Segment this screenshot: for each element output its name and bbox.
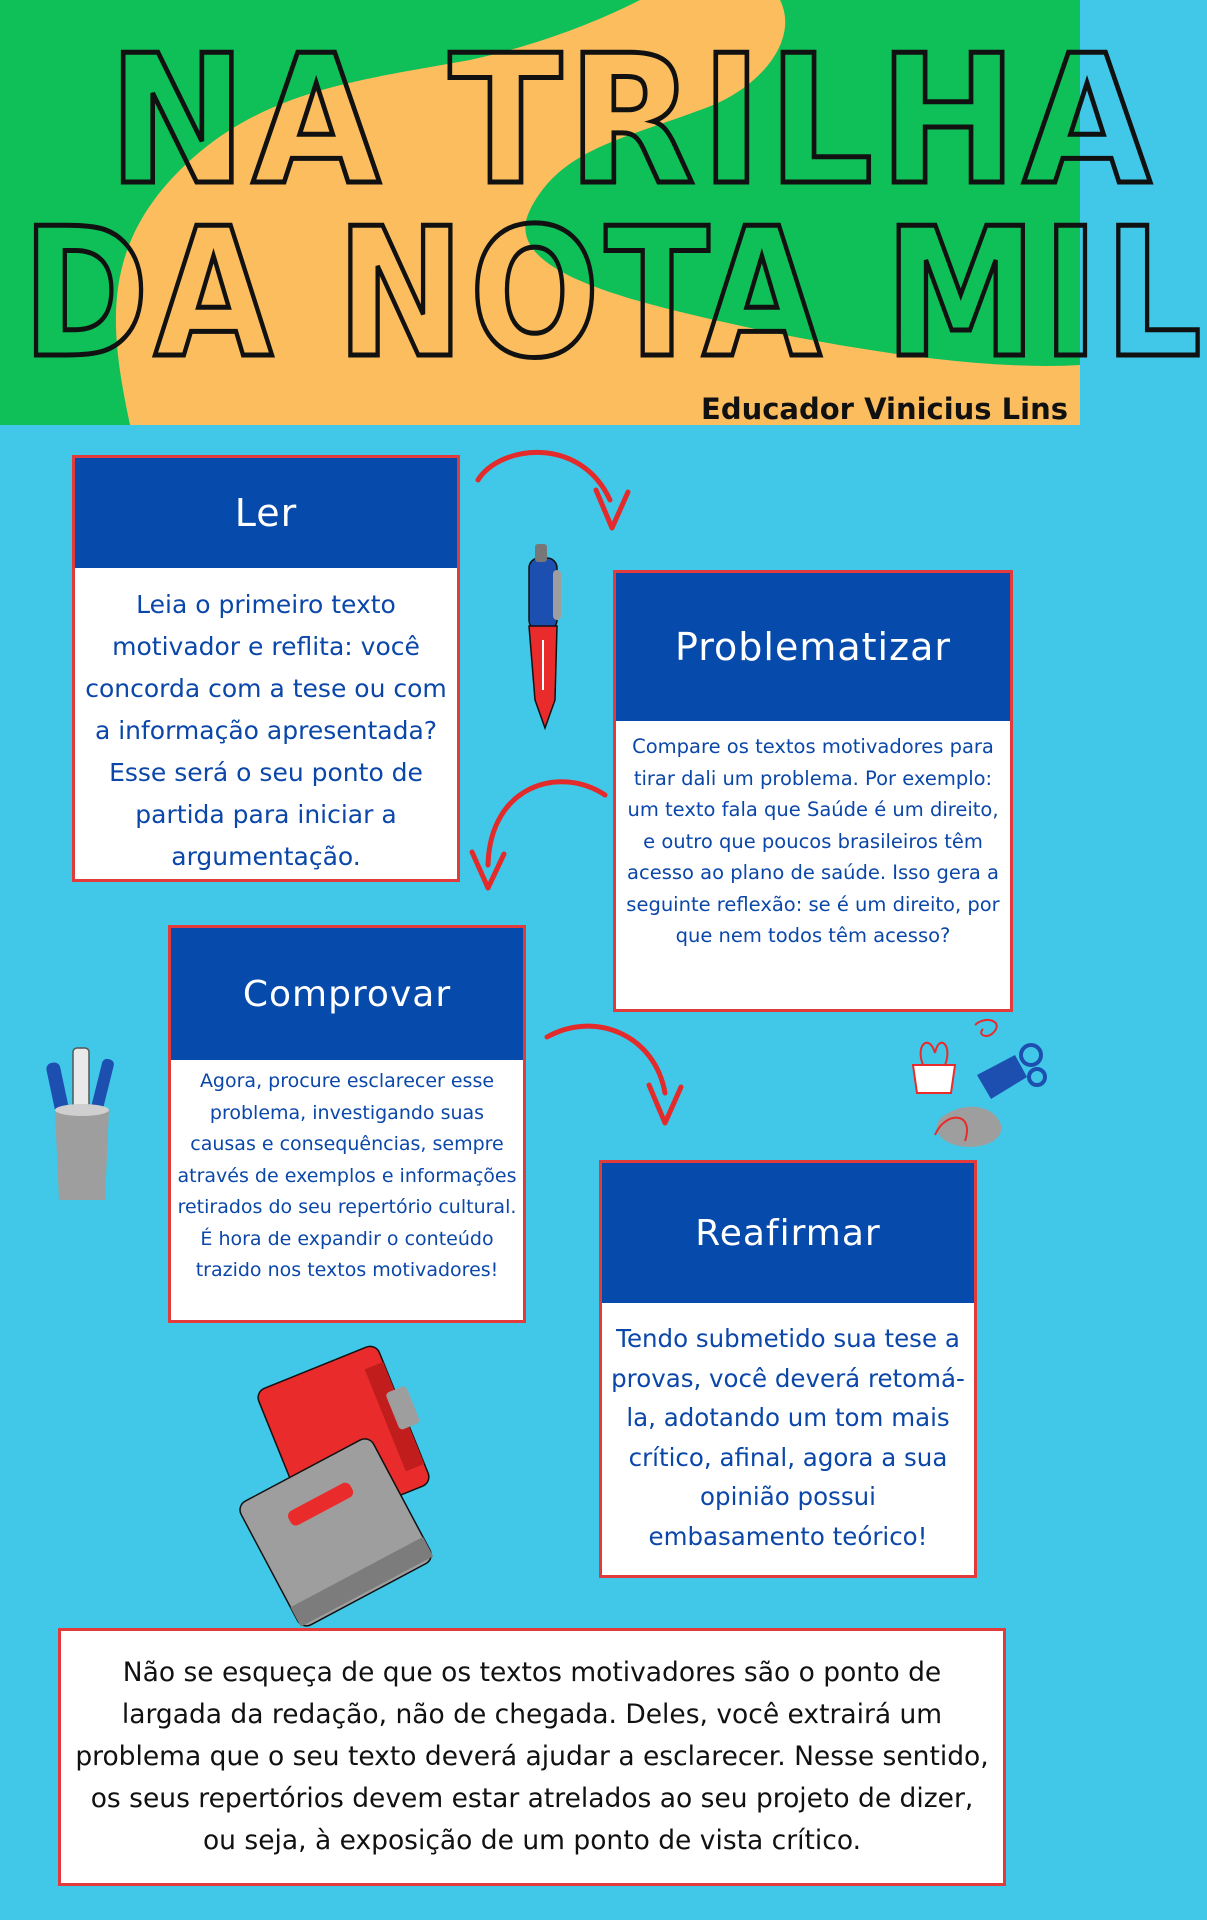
step-title-comprovar: Comprovar bbox=[171, 928, 523, 1060]
step-text-problematizar: Compare os textos motivadores para tirar dali um problema. Por exemplo: um texto fala que Saúde é um direito, e outro que poucos brasileiros têm acesso ao plano de saúde. Isso gera a seguinte reflexão: se é um direito, por que nem todos têm acesso? bbox=[626, 735, 1000, 947]
pencil-cup-icon bbox=[45, 1040, 125, 1205]
step-title-problematizar: Problematizar bbox=[616, 573, 1010, 721]
arrow-icon-3 bbox=[535, 1015, 695, 1145]
notebooks-icon bbox=[240, 1340, 450, 1620]
step-title-ler: Ler bbox=[75, 458, 457, 568]
step-card-reafirmar bbox=[599, 1160, 977, 1578]
binder-clips-icon bbox=[905, 1015, 1055, 1155]
title-line-1: NA TRILHA bbox=[108, 17, 1157, 224]
step-card-comprovar bbox=[168, 925, 526, 1323]
step-card-problematizar bbox=[613, 570, 1013, 1012]
footer-note-text: Não se esqueça de que os textos motivadores são o ponto de largada da redação, não de chegada. Deles, você extrairá um problema que o seu texto deverá ajudar a esclarecer. Nesse sentido, os seus repertórios devem estar atrelados ao seu projeto de dizer, ou seja, à exposição de um ponto de vista crítico. bbox=[75, 1657, 989, 1856]
footer-note bbox=[58, 1628, 1006, 1886]
step-text-comprovar: Agora, procure esclarecer esse problema, investigando suas causas e consequências, sempre através de exemplos e informações retirados do seu repertório cultural. É hora de expandir o conteúdo trazido nos textos motivadores! bbox=[177, 1070, 517, 1281]
pen-icon bbox=[515, 540, 575, 740]
author-name: Educador Vinicius Lins bbox=[701, 392, 1068, 426]
step-title-reafirmar: Reafirmar bbox=[602, 1163, 974, 1303]
step-card-ler bbox=[72, 455, 460, 882]
step-text-reafirmar: Tendo submetido sua tese a provas, você deverá retomá-la, adotando um tom mais crítico, afinal, agora a sua opinião possui embasamento teórico! bbox=[611, 1324, 965, 1551]
step-text-ler: Leia o primeiro texto motivador e reflita: você concorda com a tese ou com a informação apresentada? Esse será o seu ponto de partida para iniciar a argumentação. bbox=[85, 590, 447, 871]
arrow-icon-2 bbox=[460, 770, 620, 900]
title-line-2: DA NOTA MIL bbox=[22, 190, 1207, 397]
header-banner bbox=[0, 0, 1207, 426]
